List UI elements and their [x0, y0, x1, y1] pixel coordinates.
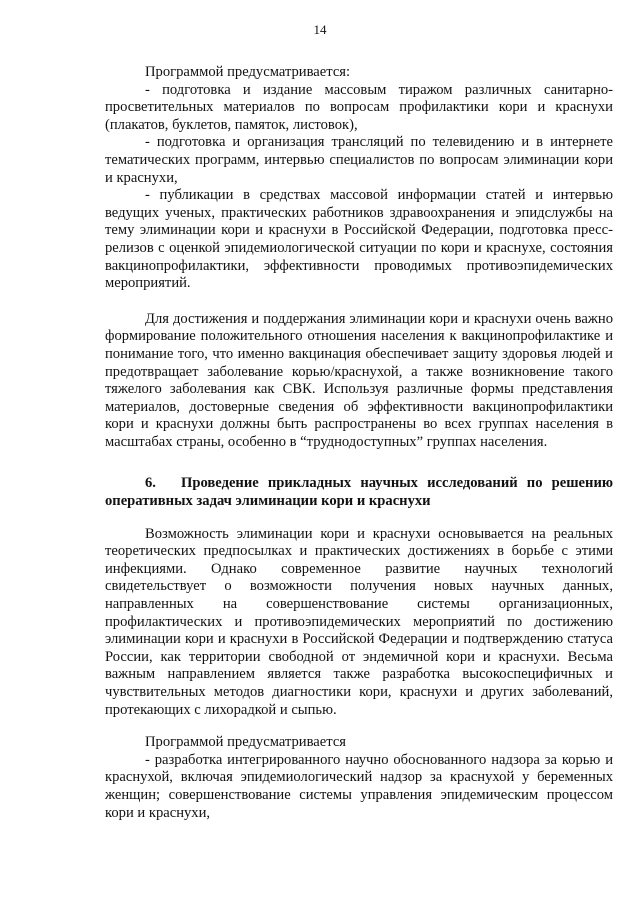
- section-number: 6.: [145, 475, 156, 492]
- section-title: Проведение прикладных научных исследований по решению оперативных задач элиминации кори и краснухи: [105, 475, 613, 510]
- section-heading: [105, 475, 613, 510]
- list-item: - разработка интегрированного научно обоснованного надзора за корью и краснухой, включая эпидемиологический надзор за краснухой у беременных женщин; совершенствование системы управления эпидемическим процессом кори и краснухи,: [105, 751, 613, 821]
- page-number: 14: [313, 22, 327, 37]
- research-paragraph: Возможность элиминации кори и краснухи основывается на реальных теоретических предпосылках и практических достижениях в борьбе с этими инфекциями. Однако современное развитие научных технологий свидетельствует о возможности получения новых научных данных, направленных на совершенствование системы организационных, профилактических и противоэпидемических мероприятий по достижению элиминации кори и краснухи в Российской Федерации и подтверждению статуса России, как территории свободной от эндемичной кори и краснухи. Весьма важным направлением является также разработка высокоспецифичных и чувствительных методов диагностики кори, краснухи и других заболеваний, протекающих с лихорадкой и сыпью.: [105, 525, 613, 718]
- section1-intro: Программой предусматривается:: [145, 64, 351, 80]
- section6-intro: Программой предусматривается: [145, 734, 347, 751]
- document-body: [105, 64, 613, 822]
- list-item: - публикации в средствах массовой информации статей и интервью ведущих ученых, практических работников здравоохранения и эпидслужбы на тему элиминации кори и краснухи в Российской Федерации, подготовка пресс-релизов с оценкой эпидемиологической ситуации по кори и краснухе, состояния вакцинопрофилактики, эффективности проводимых противоэпидемических мероприятий.: [105, 187, 613, 292]
- list-item: - подготовка и организация трансляций по телевидению и в интернете тематических программ, интервью специалистов по вопросам элиминации кори и краснухи,: [105, 134, 613, 186]
- list-item: - подготовка и издание массовым тиражом различных санитарно-просветительных материалов по вопросам профилактики кори и краснухи (плакатов, буклетов, памяток, листовок),: [105, 81, 613, 133]
- awareness-paragraph: Для достижения и поддержания элиминации кори и краснухи очень важно формирование положительного отношения населения к вакцинопрофилактике и понимание того, что именно вакцинация обеспечивает защиту здоровья людей и предотвращает заболевание корью/краснухой, а также возникновение такого тяжелого заболевания как СВК. Используя различные формы представления материалов, достоверные сведения об эффективности вакцинопрофилактики кори и краснухи должны быть распространены во всех группах населения в масштабах страны, особенно в “труднодоступных” группах населения.: [105, 310, 613, 450]
